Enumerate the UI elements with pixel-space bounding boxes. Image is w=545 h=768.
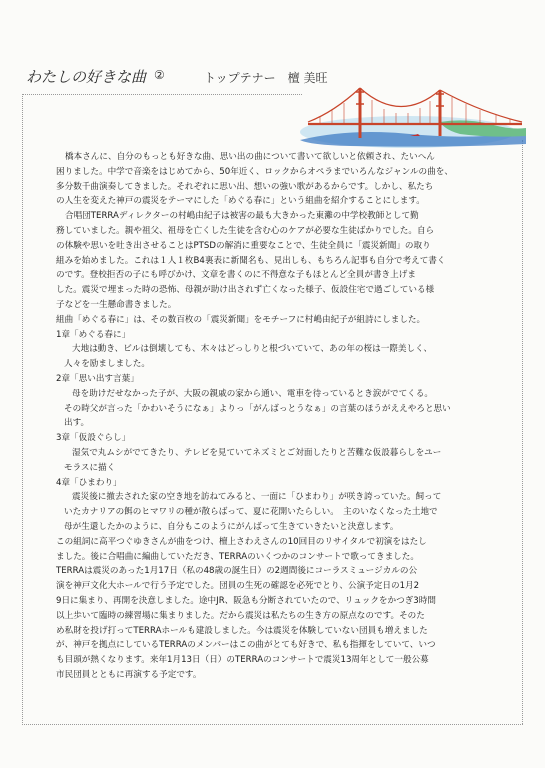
- chapter-4-heading: 4章「ひまわり」: [56, 477, 122, 488]
- chapter-3-heading: 3章「仮設ぐらし」: [56, 433, 131, 444]
- chapter-2-heading: 2章「思い出す言葉」: [56, 373, 139, 384]
- chapter-4-text: 震災後に撤去された家の空き地を訪ねてみると、一面に「ひまわり」が咲き誇っていた。飼って いたカナリアの餌のヒマワリの種が散らばって、夏に花開いたらしい。 主のいなくなった土地で 母が生還したかのように、自分もこのようにがんばって生きていきたいと決意します。: [64, 492, 442, 532]
- article-body: [56, 150, 506, 683]
- chapter-2-text: 母を助けだせなかった子が、大阪の親戚の家から通い、電車を待っているとき涙がでてくる。 その時父が言った「かわいそうになぁ」よりっ「がんばっとうなぁ」の言葉のほうがええやろと思い 出す。: [64, 388, 451, 429]
- paragraph-terra-director: 合唱団TERRAディレクターの村嶋由紀子は被害の最も大きかった東灘の中学校教師として勤 務していました。親や祖父、祖母を亡くした生徒を含む心のケアが必要な生徒ばかりでした。自ら の体験や思いを吐き出させることはPTSDの解消に重要なことで、生徒全員に「震災新聞」の取り 組みを始めました。これは１人１枚B4裏表に新聞名も、見出しも、もちろん記事も自分で考えて書く のです。登校拒否の子にも呼びかけ、文章を書くのに不得意な子もほとんど全員が書き上げま した。震災で埋まった時の恐怖、母親が助け出されず亡くなった様子、仮設住宅で過ごしている様 子などを一生懸命書きました。: [56, 211, 446, 310]
- author-name: トップテナー 檀 美旺: [204, 71, 328, 85]
- dotted-frame-right: [522, 140, 523, 724]
- dotted-frame-top: [22, 94, 302, 95]
- chapter-1-heading: 1章「めぐる春に」: [56, 329, 131, 340]
- paragraph-intro: 橋本さんに、自分のもっとも好きな曲、思い出の曲について書いて欲しいと依頼され、たいへん 困りました。中学で音楽をはじめてから、50年近く、ロックからオペラまでいろんなジャンルの曲を、 多分数千曲演奏してきました。それぞれに思い出、想いの強い歌があるからです。しかし、私たち の人生を変えた神戸の震災をテーマにした「めぐる春に」という組曲を紹介することにします。: [56, 152, 453, 207]
- chapter-1-text: 大地は動き、ビルは倒壊しても、木々はどっしりと根づいていて、あの年の桜は一際美しく、 人々を励ましました。: [64, 344, 433, 370]
- bridge-illustration: [290, 82, 530, 150]
- series-number: ②: [154, 68, 165, 82]
- chapter-3-text: 湿気で丸ムシがでてきたり、テレビを見ていてネズミとご対面したりと苦難な仮設暮らしをユー モラスに描く: [64, 447, 442, 473]
- article-title: わたしの好きな曲: [26, 68, 147, 86]
- paragraph-suite: 組曲「めぐる春に」は、その数百枚の「震災新聞」をモチーフに村嶋由紀子が組詩にしました。: [56, 314, 426, 325]
- paragraph-terra-history: TERRAは震災のあった1月17日（私の48歳の誕生日）の2週間後にコーラスミュージカルの公 演を神戸文化大ホールで行う予定でした。団員の生死の確認を必死でとり、公演予定日の1月2 9日に集まり、再開を決意しました。途中JR、阪急も分断されていたので、リュックをかつぎ3時間 以上歩いて臨時の練習場に集まりました。だから震災は私たちの生き方の原点なのです。そのた め私財を投げ打ってTERRAホールも建設しました。今は震災を体験していない団員も増えました が、神戸を拠点にしているTERRAのメンバーはこの曲がとても好きで、私も指揮をしていて、いつ も目頭が熱くなります。来年1月13日（日）のTERRAのコンサートで震災13周年として一般公募 市民団員とともに再演する予定です。: [56, 566, 436, 680]
- paragraph-premiere: この組詞に高平つぐゆきさんが曲をつけ、檀上さわえさんの10回目のリサイタルで初演をはたし ました。後に合唱曲に編曲していただき、TERRAのいくつかのコンサートで歌ってきました。: [56, 536, 427, 562]
